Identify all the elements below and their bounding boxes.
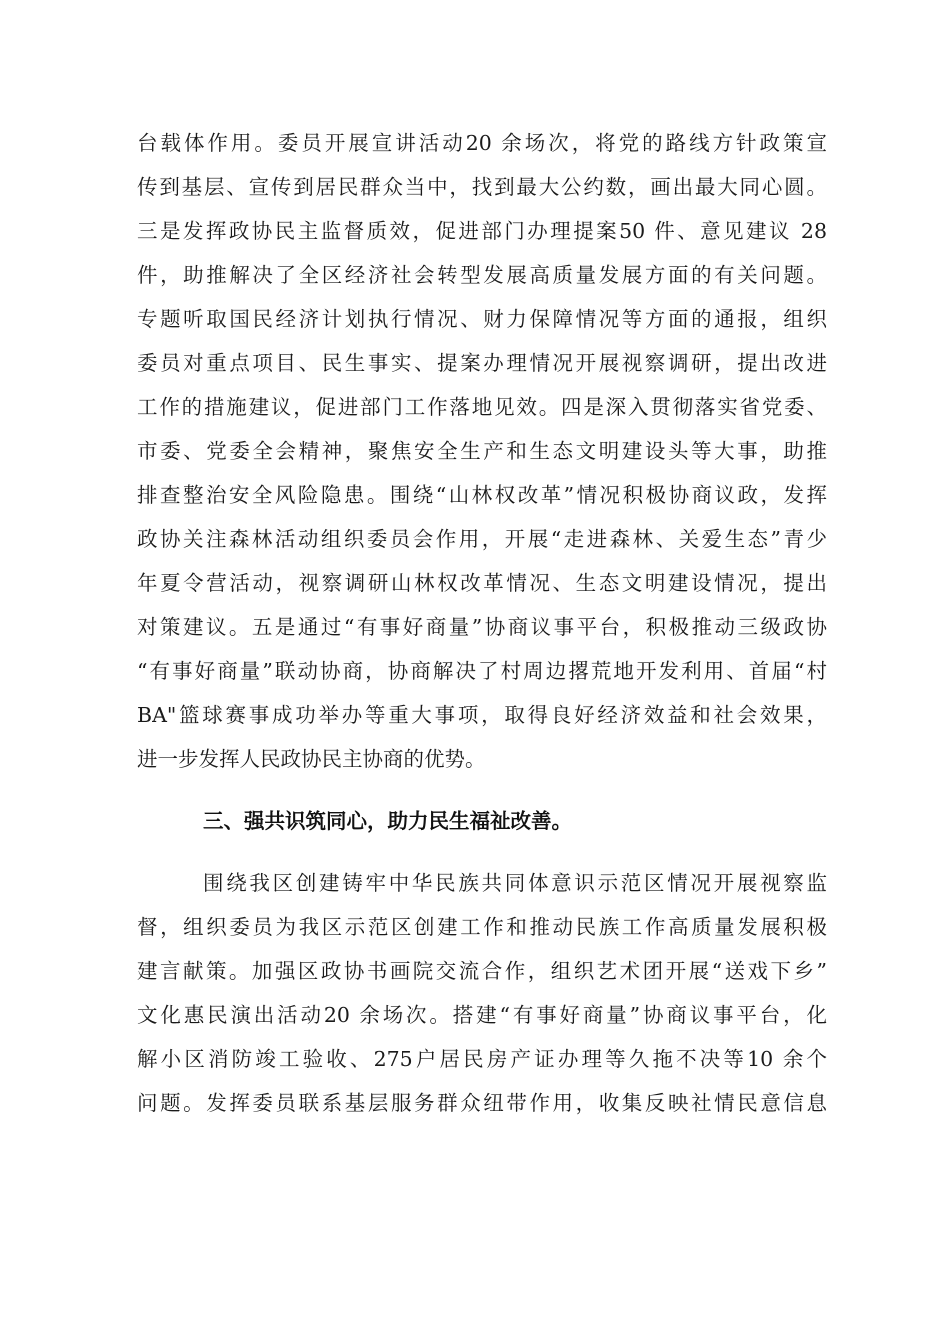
paragraph1-line-7: 工作的措施建议，促进部门工作落地见效。四是深入贯彻落实省党委、 bbox=[137, 395, 827, 419]
paragraph1-line-4: 件，助推解决了全区经济社会转型发展高质量发展方面的有关问题。 bbox=[137, 263, 827, 287]
paragraph2-line-5: 解小区消防竣工验收、275户居民房产证办理等久拖不决等10 余个 bbox=[137, 1047, 827, 1071]
paragraph1-line-9: 排查整治安全风险隐患。围绕“山林权改革”情况积极协商议政，发挥 bbox=[137, 483, 827, 507]
paragraph1-line-8: 市委、党委全会精神，聚焦安全生产和生态文明建设头等大事，助推 bbox=[137, 439, 827, 463]
paragraph1-line-11: 年夏令营活动，视察调研山林权改革情况、生态文明建设情况，提出 bbox=[137, 571, 827, 595]
section-heading: 三、强共识筑同心，助力民生福祉改善。 bbox=[203, 809, 572, 833]
paragraph1-line-13: “有事好商量”联动协商，协商解决了村周边撂荒地开发利用、首届“村 bbox=[137, 659, 827, 683]
paragraph1-line-1: 台载体作用。委员开展宣讲活动20 余场次，将党的路线方针政策宣 bbox=[137, 131, 827, 155]
paragraph1-line-15: 进一步发挥人民政协民主协商的优势。 bbox=[137, 747, 486, 771]
paragraph2-line-2: 督，组织委员为我区示范区创建工作和推动民族工作高质量发展积极 bbox=[137, 915, 827, 939]
paragraph2-line-1: 围绕我区创建铸牢中华民族共同体意识示范区情况开展视察监 bbox=[203, 871, 827, 895]
paragraph1-line-6: 委员对重点项目、民生事实、提案办理情况开展视察调研，提出改进 bbox=[137, 351, 827, 375]
paragraph1-line-2: 传到基层、宣传到居民群众当中，找到最大公约数，画出最大同心圆。 bbox=[137, 175, 827, 199]
paragraph2-line-4: 文化惠民演出活动20 余场次。搭建“有事好商量”协商议事平台，化 bbox=[137, 1003, 827, 1027]
paragraph2-line-6: 问题。发挥委员联系基层服务群众纽带作用，收集反映社情民意信息 bbox=[137, 1091, 827, 1115]
paragraph1-line-5: 专题听取国民经济计划执行情况、财力保障情况等方面的通报，组织 bbox=[137, 307, 827, 331]
paragraph1-line-10: 政协关注森林活动组织委员会作用，开展“走进森林、关爱生态”青少 bbox=[137, 527, 827, 551]
paragraph1-line-14: BA"篮球赛事成功举办等重大事项，取得良好经济效益和社会效果， bbox=[137, 703, 827, 727]
paragraph1-line-12: 对策建议。五是通过“有事好商量”协商议事平台，积极推动三级政协 bbox=[137, 615, 827, 639]
paragraph2-line-3: 建言献策。加强区政协书画院交流合作，组织艺术团开展“送戏下乡” bbox=[137, 959, 827, 983]
paragraph1-line-3: 三是发挥政协民主监督质效，促进部门办理提案50 件、意见建议 28 bbox=[137, 219, 827, 243]
